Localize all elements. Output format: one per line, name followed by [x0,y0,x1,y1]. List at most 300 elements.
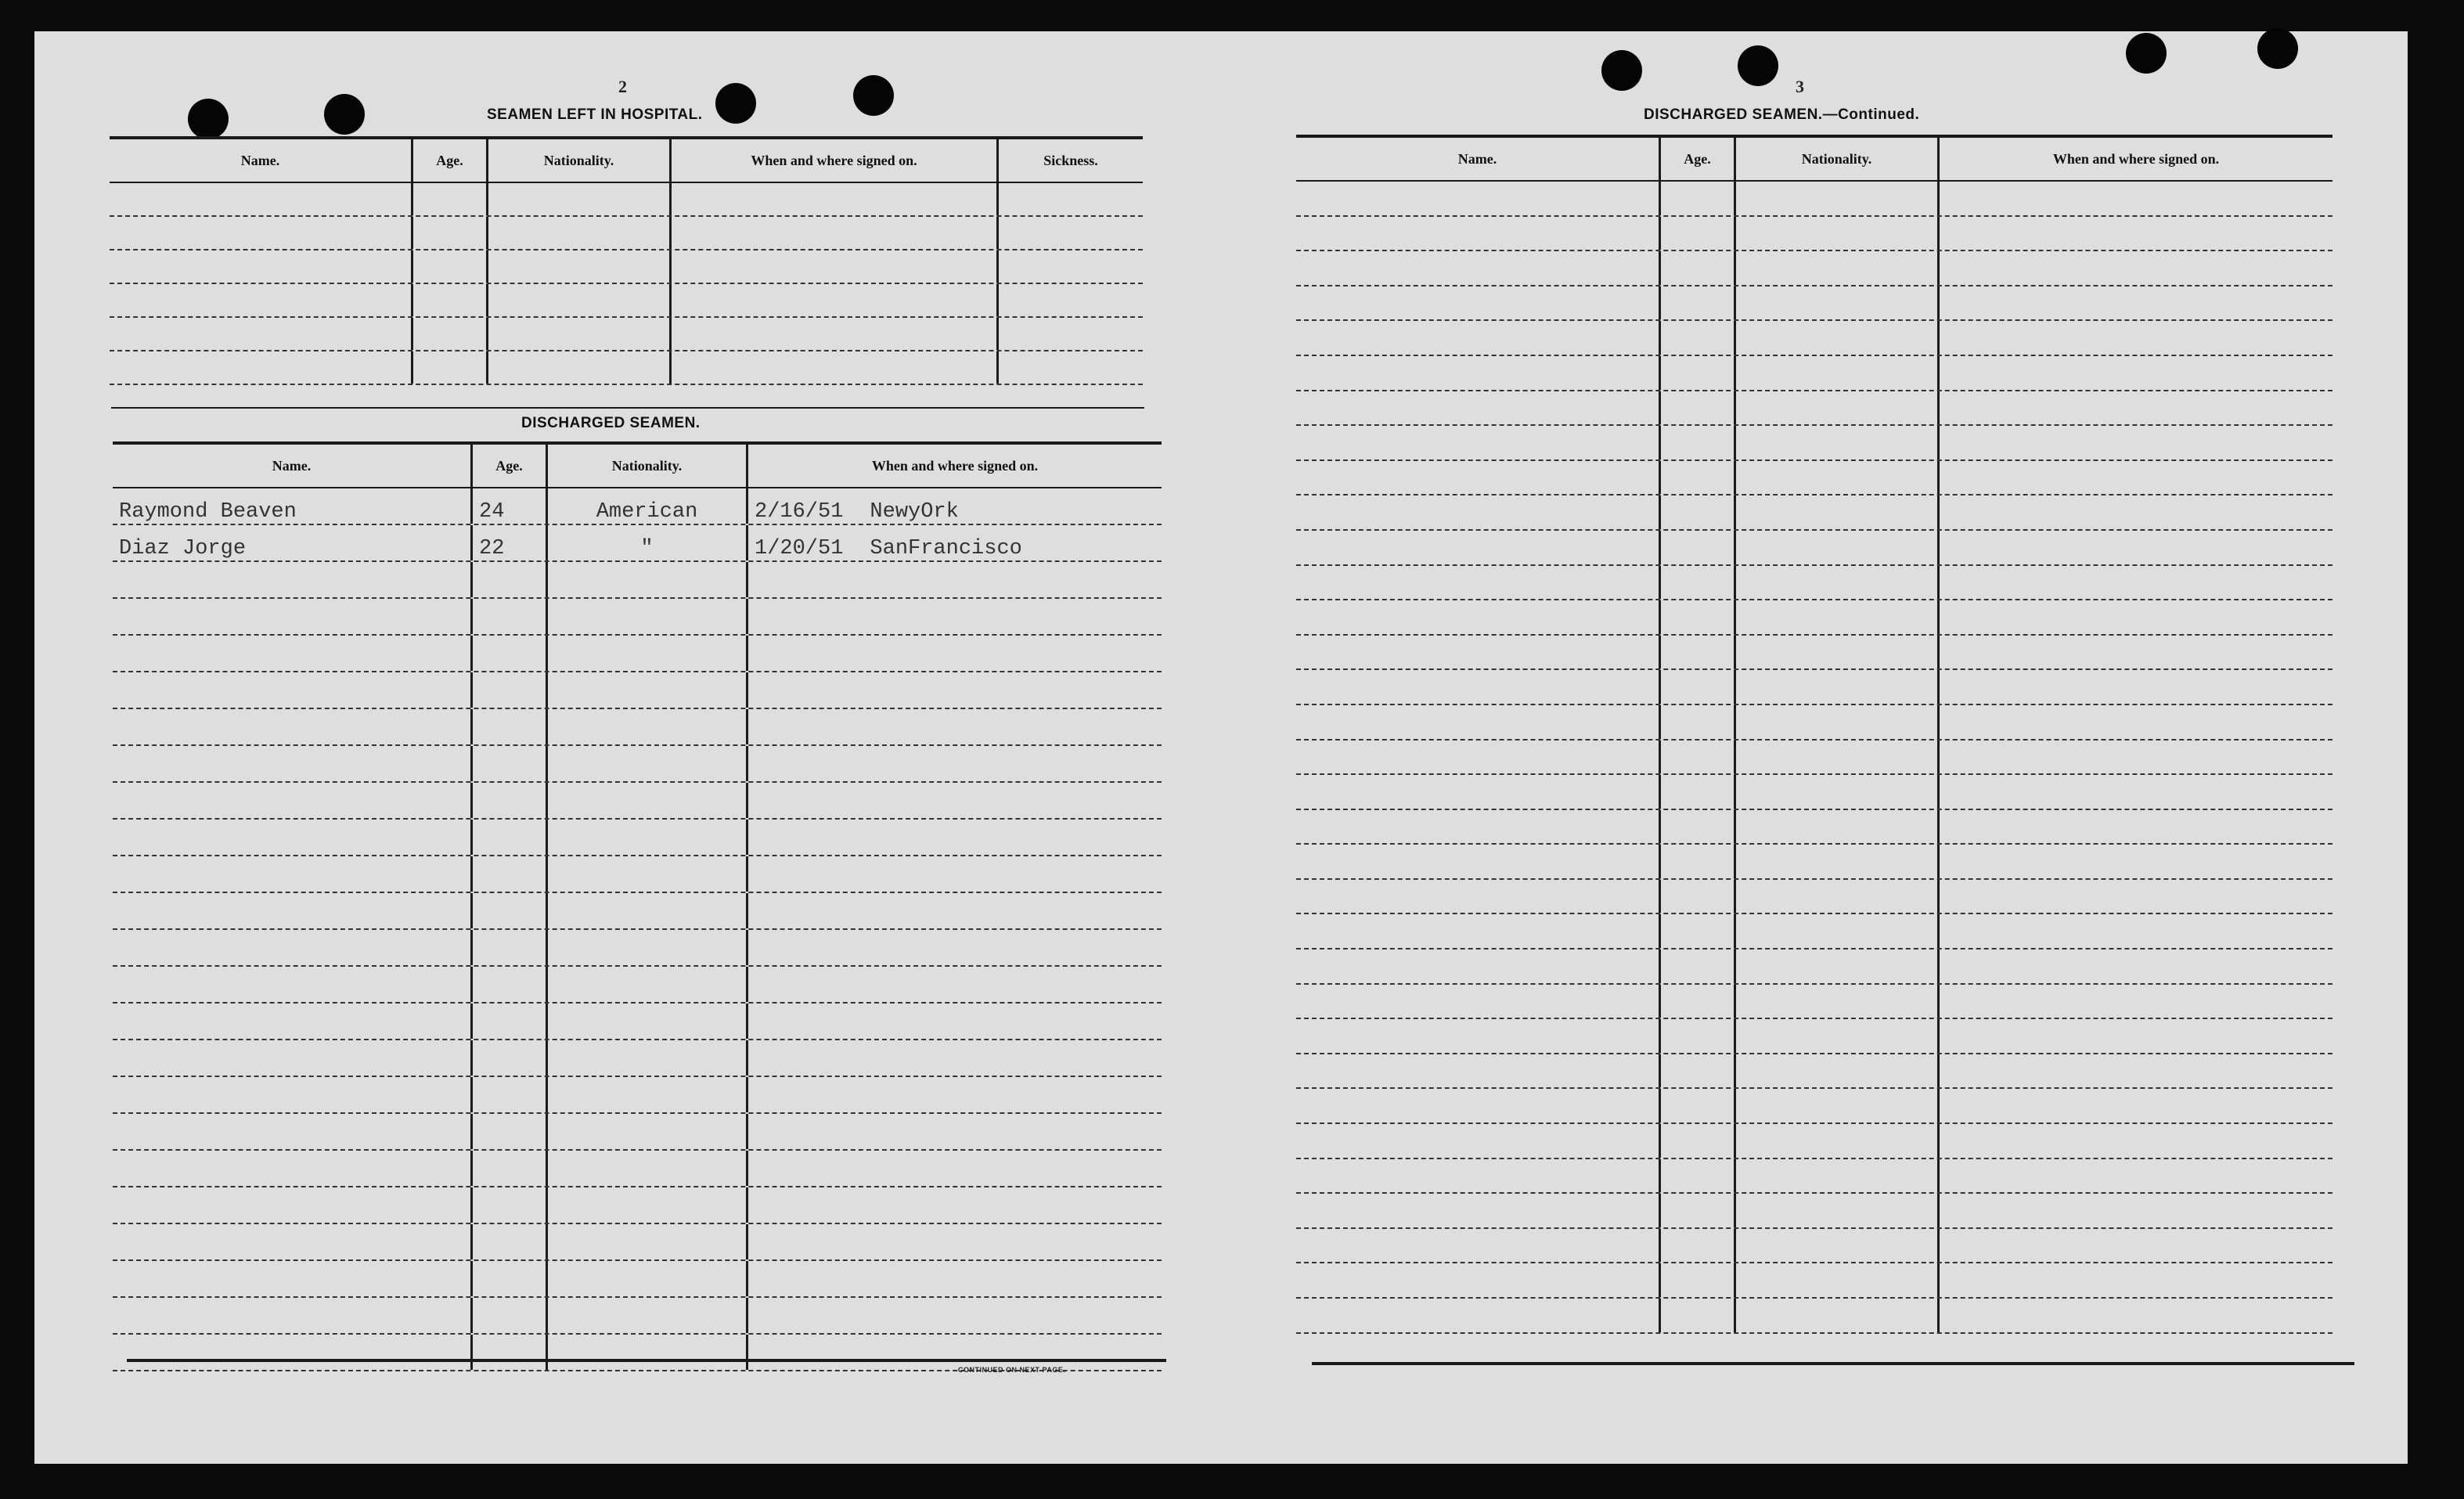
hospital-table-header [110,139,1143,183]
column-header: When and where signed on. [672,139,999,182]
table-cell [113,1077,473,1112]
table-row [1296,600,2333,636]
table-row [110,284,1143,318]
table-cell [748,672,1162,708]
table-cell [1661,1299,1736,1332]
table-cell [1736,636,1940,669]
table-cell [110,318,413,350]
table-cell [548,1335,748,1370]
table-cell [748,1261,1162,1296]
table-cell [1736,914,1940,948]
table-cell [1736,1019,1940,1053]
table-cell [999,318,1143,350]
column-header: When and where signed on. [871,457,1039,474]
table-cell [113,856,473,892]
table-row [113,599,1162,636]
bottom-rule [1312,1362,2354,1365]
table-cell [1296,1159,1661,1193]
table-cell [999,250,1143,283]
table-row [113,709,1162,746]
table-row [1296,1054,2333,1090]
table-cell [1736,845,1940,878]
table-cell [488,250,672,283]
table-cell [1661,636,1736,669]
table-row [113,1224,1162,1261]
table-cell [548,746,748,781]
table-cell [473,746,548,781]
table-row [113,1040,1162,1077]
table-cell [473,1224,548,1259]
table-cell [748,893,1162,928]
table-cell [999,351,1143,384]
table-cell [1940,182,2333,215]
table-cell [1940,251,2333,285]
signed-on-date: 1/20/51 [755,537,844,560]
table-row [113,930,1162,967]
table-cell [1296,286,1661,320]
table-cell [1296,949,1661,983]
table-cell [473,672,548,708]
table-cell [1736,461,1940,495]
table-cell [1736,321,1940,355]
discharged-table-body [113,488,1162,1371]
table-cell [1296,1019,1661,1053]
table-cell [548,562,748,597]
table-cell [488,284,672,316]
signed-on-place: SanFrancisco [870,537,1022,560]
column-header: Name. [113,445,473,487]
table-row [113,1114,1162,1151]
table-cell [748,1298,1162,1333]
table-cell [999,183,1143,215]
table-cell [748,820,1162,855]
table-cell [1940,495,2333,529]
table-cell [473,967,548,1002]
column-header: Age. [413,139,488,182]
table-cell [1296,705,1661,739]
table-cell [1661,705,1736,739]
table-cell [748,709,1162,744]
table-cell [548,672,748,708]
table-cell [1296,880,1661,913]
bottom-rule [127,1359,1166,1362]
table-cell [548,856,748,892]
table-cell [548,1151,748,1186]
table-cell [1940,1229,2333,1263]
table-cell [999,284,1143,316]
table-row [113,746,1162,783]
table-cell [1940,705,2333,739]
table-cell [748,1040,1162,1076]
table-cell [548,1114,748,1149]
table-cell [1296,1089,1661,1122]
table-cell [113,636,473,671]
table-cell [113,599,473,634]
table-cell [113,1040,473,1076]
table-cell [1661,356,1736,390]
table-cell [1940,600,2333,634]
hospital-table [110,136,1143,385]
right-page [1255,31,2408,1464]
table-cell [1940,391,2333,425]
table-cell [113,1261,473,1296]
table-cell [1296,566,1661,600]
signed-on-date: 2/16/51 [755,500,844,524]
table-cell [1296,182,1661,215]
table-cell [1661,495,1736,529]
table-cell [1940,985,2333,1018]
column-header: Name. [110,139,413,182]
table-cell [1736,1229,1940,1263]
column-header: Name. [1296,138,1661,180]
table-cell [1940,531,2333,564]
table-cell [113,672,473,708]
table-cell [413,318,488,350]
table-cell [1296,461,1661,495]
table-row [113,1151,1162,1187]
table-row [110,217,1143,250]
table-cell [473,1151,548,1186]
table-cell [1736,880,1940,913]
table-row [113,783,1162,820]
table-row [113,636,1162,672]
table-cell [1661,1124,1736,1158]
table-row [1296,461,2333,496]
table-cell [473,599,548,634]
table-cell [1661,426,1736,459]
table-cell [473,1077,548,1112]
table-cell [1296,217,1661,250]
table-cell [1661,461,1736,495]
table-cell [1736,182,1940,215]
table-cell [1736,1159,1940,1193]
table-cell [113,893,473,928]
page-number: 2 [618,77,627,96]
table-cell [1296,775,1661,809]
table-cell [113,1004,473,1039]
table-cell [113,1187,473,1223]
seaman-age: 22 [473,525,548,560]
table-row [110,318,1143,351]
seaman-name: Diaz Jorge [113,525,473,560]
table-row [113,893,1162,930]
table-cell [113,562,473,597]
table-cell [748,1077,1162,1112]
table-cell [548,1040,748,1076]
table-cell [1736,985,1940,1018]
table-cell [1296,985,1661,1018]
table-cell [748,783,1162,818]
table-row [1296,391,2333,427]
table-cell [548,709,748,744]
table-cell [1296,391,1661,425]
table-row [113,1187,1162,1224]
table-cell [1296,810,1661,844]
table-row [113,525,1162,562]
table-cell [548,599,748,634]
signed-on [748,488,1162,524]
table-cell [748,1224,1162,1259]
table-cell [1296,495,1661,529]
table-cell [1661,1194,1736,1227]
table-row [113,1077,1162,1114]
table-cell [473,1335,548,1370]
table-cell [488,217,672,249]
table-cell [413,183,488,215]
table-cell [113,820,473,855]
table-row [1296,1124,2333,1159]
table-row [1296,217,2333,252]
table-cell [488,351,672,384]
table-cell [473,1040,548,1076]
table-row [1296,810,2333,845]
table-row [1296,985,2333,1020]
table-cell [1661,217,1736,250]
table-row [1296,740,2333,776]
table-cell [748,930,1162,965]
table-cell [1736,566,1940,600]
table-cell [1661,740,1736,774]
table-cell [1736,217,1940,250]
table-cell [110,217,413,249]
table-cell [1736,775,1940,809]
discharged-continued-body [1296,182,2333,1334]
table-cell [1661,810,1736,844]
column-header: Age. [473,445,548,487]
table-cell [110,183,413,215]
table-cell [1736,810,1940,844]
table-cell [1736,1124,1940,1158]
table-cell [1736,1299,1940,1332]
table-row [113,1298,1162,1335]
seaman-nationality: American [548,488,748,524]
table-row [1296,356,2333,391]
table-cell [1940,566,2333,600]
table-cell [113,1298,473,1333]
table-cell [1661,845,1736,878]
continued-note: CONTINUED ON NEXT PAGE. [958,1366,1066,1374]
table-cell [1736,1054,1940,1088]
table-cell [1661,182,1736,215]
column-header: When and where signed on. [2052,150,2220,167]
column-header: Nationality. [488,139,672,182]
table-row [1296,949,2333,985]
table-cell [1736,1089,1940,1122]
table-row [1296,426,2333,461]
table-cell [488,183,672,215]
table-cell [1940,949,2333,983]
table-cell [1661,949,1736,983]
table-cell [110,250,413,283]
table-cell [1296,321,1661,355]
table-cell [1661,531,1736,564]
table-row [1296,321,2333,356]
table-cell [1296,1124,1661,1158]
table-cell [1940,845,2333,878]
table-cell [748,1004,1162,1039]
table-cell [110,351,413,384]
table-cell [1296,1263,1661,1297]
table-cell [1661,566,1736,600]
table-cell [1661,1159,1736,1193]
table-cell [1736,391,1940,425]
table-cell [473,930,548,965]
table-cell [473,562,548,597]
table-cell [1736,356,1940,390]
table-row [1296,251,2333,286]
table-row [1296,914,2333,949]
table-cell [748,1151,1162,1186]
table-cell [1940,1159,2333,1193]
table-cell [1736,1194,1940,1227]
table-cell [672,351,999,384]
table-cell [672,250,999,283]
table-row [1296,1229,2333,1264]
table-row [113,1004,1162,1040]
table-cell [548,1298,748,1333]
table-cell [1940,461,2333,495]
table-cell [1940,1263,2333,1297]
table-row [1296,845,2333,880]
table-cell [473,1187,548,1223]
column-header: Nationality. [1736,138,1940,180]
table-cell [113,1151,473,1186]
table-row [1296,670,2333,705]
table-cell [473,856,548,892]
table-cell [1736,705,1940,739]
table-row [113,562,1162,599]
table-cell [548,1187,748,1223]
hospital-table-body [110,183,1143,385]
table-cell [1661,914,1736,948]
table-row [113,672,1162,709]
table-cell [1940,1054,2333,1088]
page-number: 3 [1796,77,1804,96]
table-row [113,488,1162,525]
table-cell [473,1298,548,1333]
table-cell [548,820,748,855]
table-cell [1296,1229,1661,1263]
table-cell [1940,1194,2333,1227]
table-cell [548,1077,748,1112]
table-cell [1940,636,2333,669]
table-cell [413,250,488,283]
table-cell [748,1114,1162,1149]
seaman-age: 24 [473,488,548,524]
table-cell [1940,217,2333,250]
discharged-table-header [113,445,1162,488]
table-cell [1736,1263,1940,1297]
table-cell [1661,251,1736,285]
table-cell [1661,985,1736,1018]
table-cell [1940,1089,2333,1122]
table-cell [748,636,1162,671]
table-cell [1661,1054,1736,1088]
table-cell [548,1261,748,1296]
table-row [1296,1194,2333,1229]
table-cell [672,183,999,215]
table-cell [1296,914,1661,948]
table-cell [1736,426,1940,459]
table-cell [548,1224,748,1259]
table-cell [113,1335,473,1370]
table-cell [1661,1229,1736,1263]
table-cell [672,318,999,350]
table-row [110,351,1143,385]
table-cell [488,318,672,350]
table-cell [748,599,1162,634]
discharged-continued-title: DISCHARGED SEAMEN.—Continued. [1644,106,1920,123]
table-row [113,967,1162,1004]
table-cell [548,893,748,928]
table-row [113,856,1162,893]
table-row [1296,1263,2333,1299]
table-cell [1940,1019,2333,1053]
table-row [110,183,1143,217]
table-cell [1661,1089,1736,1122]
column-header: Sickness. [1043,152,1098,168]
discharged-continued-table [1296,135,2333,1334]
table-cell [1940,1299,2333,1332]
table-cell [1940,775,2333,809]
seaman-nationality: " [548,525,748,560]
table-cell [1940,670,2333,704]
table-cell [548,636,748,671]
table-cell [1940,914,2333,948]
table-row [113,1261,1162,1298]
table-cell [748,967,1162,1002]
discharged-continued-header [1296,138,2333,182]
table-cell [1661,321,1736,355]
table-row [110,250,1143,284]
table-row [1296,880,2333,915]
table-cell [1296,356,1661,390]
table-cell [473,1261,548,1296]
table-cell [1661,1263,1736,1297]
discharged-table [113,441,1162,1371]
table-row [1296,1299,2333,1334]
table-cell [113,709,473,744]
discharged-section-title: DISCHARGED SEAMEN. [521,415,701,431]
document-sheet [34,31,2408,1464]
table-cell [413,351,488,384]
signed-on-place: NewyOrk [870,500,959,524]
table-cell [113,783,473,818]
signed-on [748,525,1162,560]
table-cell [1940,286,2333,320]
table-cell [113,1114,473,1149]
table-cell [473,1004,548,1039]
table-cell [413,284,488,316]
table-cell [548,930,748,965]
table-row [1296,495,2333,531]
column-header: Nationality. [548,445,748,487]
table-cell [1736,740,1940,774]
table-cell [748,746,1162,781]
table-row [1296,705,2333,740]
table-cell [1296,636,1661,669]
table-row [1296,286,2333,322]
table-cell [548,967,748,1002]
table-cell [1661,391,1736,425]
left-page [34,31,1185,1464]
table-cell [748,1335,1162,1370]
table-row [1296,531,2333,566]
table-cell [1296,1194,1661,1227]
section-divider [111,407,1144,409]
table-cell [1296,740,1661,774]
table-cell [110,284,413,316]
